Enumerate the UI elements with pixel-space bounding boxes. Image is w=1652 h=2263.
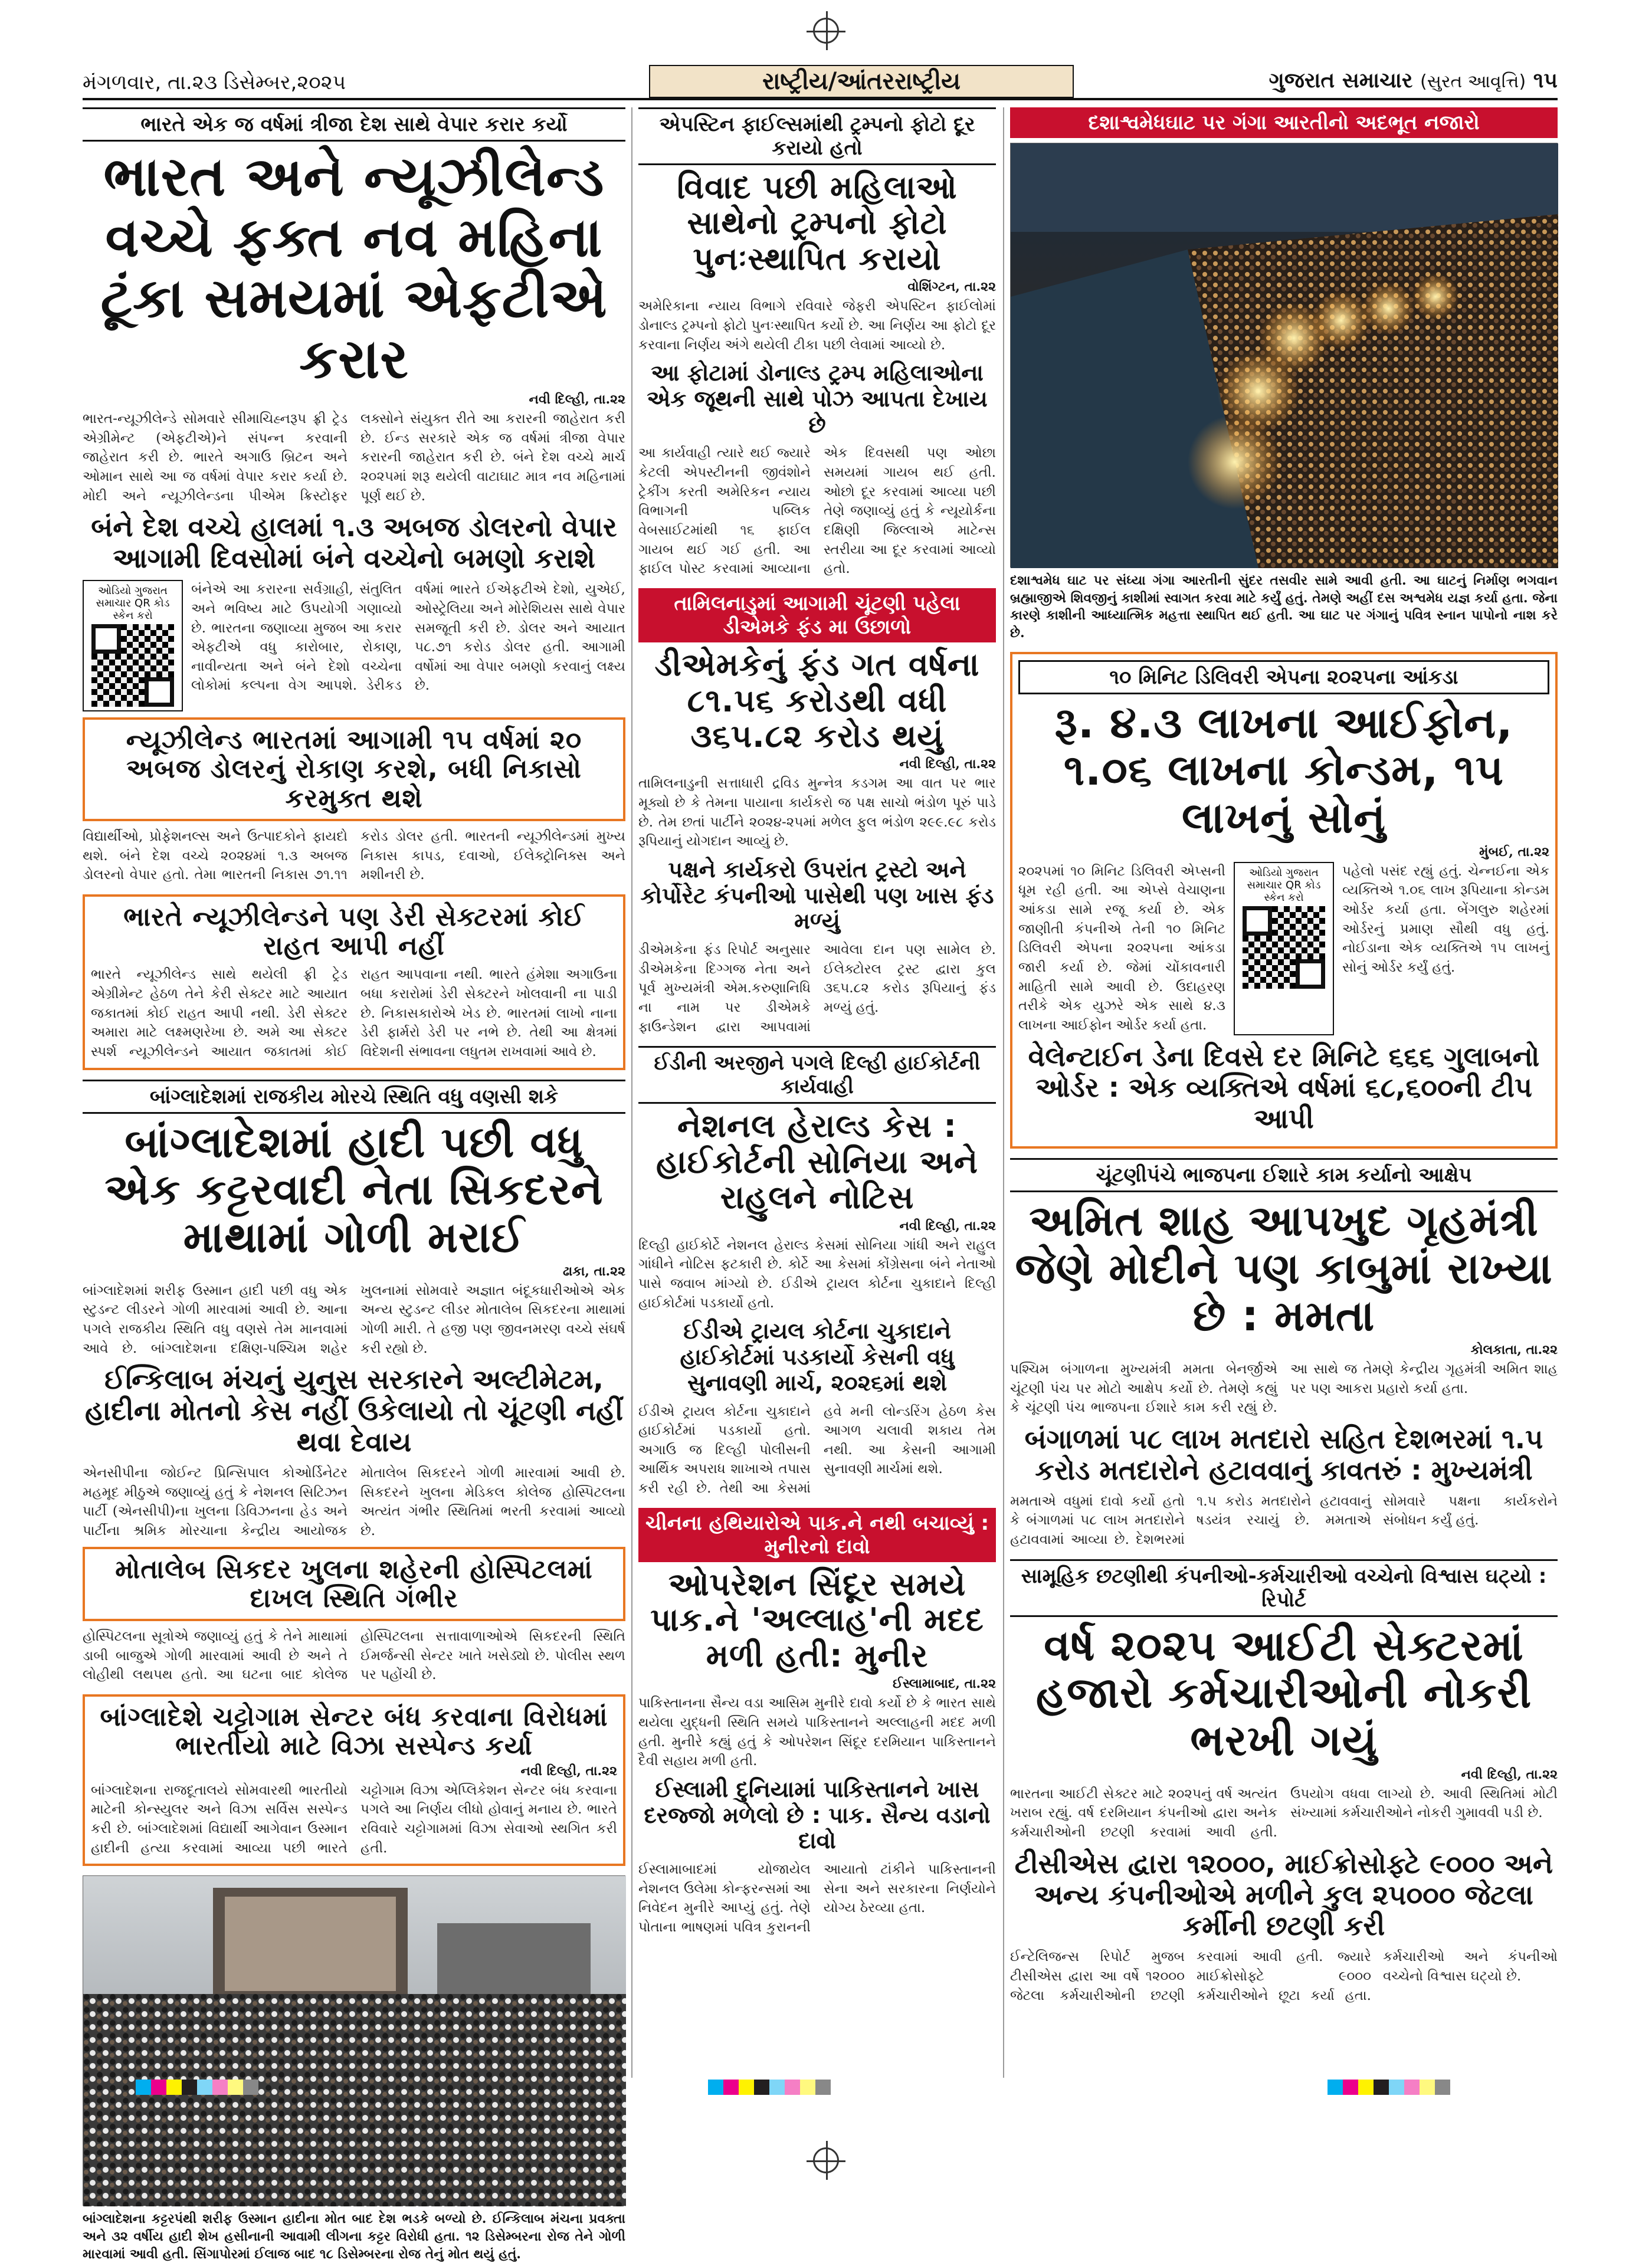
headline: બાંગ્લાદેશે ચટ્ટોગામ સેન્ટર બંધ કરવાના વિરોધમાં ભારતીયો માટે વિઝા સસ્પેન્ડ કર્યા: [100, 1702, 608, 1762]
kicker: બાંગ્લાદેશમાં રાજકીય મોરચે સ્થિતિ વધુ વણસી શકે: [83, 1080, 625, 1114]
kicker: ૧૦ મિનિટ ડિલિવરી એપના ૨૦૨૫ના આંકડા: [1018, 660, 1549, 694]
headline: ડીએમકેનું ફંડ ગત વર્ષના ૮૧.૫૬ કરોડથી વધી ૩૬૫.૮૨ કરોડ થયું: [654, 646, 980, 755]
story-body-2: આ કાર્યવાહી ત્યારે થઈ જ્યારે કેટલી એપસ્ટીનની જીવંશોને ટ્રેકીંગ કરતી અમેરિકન ન્યાય વિભાગની પબ્લિક વેબસાઈટમાંથી ૧૬ ફાઈલ ગાયબ થઈ ગઈ હતી. આ ફાઈલ પોસ્ટ કરવામાં આવ્યાના એક દિવસથી પણ ઓછા સમયમાં ગાયબ થઈ હતી. ઓછો દૂર કરવામાં આવ્યા પછી તેણે જણાવ્યું હતું કે ન્યૂયોર્કના દક્ષિણી જિલ્લાએ માટેન્સ સ્તરીયા આ દૂર કરવામાં આવ્યો હતો.: [638, 445, 996, 577]
story-body-2: ઈસ્લામાબાદમાં યોજાયેલ નેશનલ ઉલેમા કોન્ફરન્સમાં આ નિવેદન મુનીરે આપ્યું હતું. તેણે પોતાના ભાષણમાં પવિત્ર કુરાનની આયાતો ટાંકીને પાકિસ્તાનની સેના અને સરકારના નિર્ણયોને યોગ્ય ઠેરવ્યા હતા.: [638, 1861, 996, 1935]
headline: ભારતે ન્યૂઝીલેન્ડને પણ ડેરી સેક્ટરમાં કોઈ રાહત આપી નહીં: [123, 901, 585, 962]
dateline: નવી દિલ્હી, તા.૨૨: [520, 1763, 617, 1779]
dateline: ઈસ્લામાબાદ, તા.૨૨: [893, 1676, 996, 1692]
dateline: નવી દિલ્હી, તા.૨૨: [529, 392, 625, 408]
ganga-aarti-photo: [1010, 143, 1558, 568]
page-number: ૧૫: [1533, 68, 1558, 93]
story-body-3: હોસ્પિટલના સૂત્રોએ જણાવ્યું હતું કે તેને માથામાં ડાબી બાજુએ ગોળી મારવામાં આવી છે અને તે લોહીથી લથપથ હતો. આ ઘટના બાદ કોલેજ હોસ્પિટલના સત્તાવાળાઓએ સિકદરની સ્થિતિ ઈમર્જન્સી સેન્ટર ખાતે ખસેડ્યો છે. પોલીસ સ્થળ પર પહોંચી છે.: [83, 1629, 625, 1683]
subheadline: ઈસ્લામી દુનિયામાં પાકિસ્તાનને ખાસ દરજ્જો મળેલો છે : પાક. સૈન્ય વડાનો દાવો: [644, 1776, 991, 1854]
dateline: ઢાકા, તા.૨૨: [562, 1263, 625, 1279]
color-bar-center: [708, 2080, 831, 2095]
story-mamata: [1010, 1158, 1558, 1550]
dateline: નવી દિલ્હી, તા.૨૨: [899, 756, 996, 772]
story-dairy-sector: [83, 894, 625, 1070]
column-right: [1010, 107, 1558, 2078]
story-india-nz-fta: [83, 107, 625, 885]
crowd-photo-image: [83, 1876, 626, 2206]
registration-mark-top: [813, 18, 839, 44]
column-middle: [638, 107, 996, 2078]
headline: ઓપરેશન સિંદૂર સમયે પાક.ને 'અલ્લાહ'ની મદદ મળી હતી: મુનીર: [650, 1565, 984, 1674]
story-body: ભારતે ન્યૂઝીલેન્ડ સાથે થયેલી ફ્રી ટ્રેડ એગ્રીમેન્ટ હેઠળ તેને કેરી સેક્ટર માટે આયાત જકાતમાં કોઈ રાહત આપી નથી. ડેરી સેક્ટર અમારા માટે લક્ષ્મણરેખા છે. અમે આ સેક્ટર સ્પર્શ ન્યૂઝીલેન્ડને આયાત જકાતમાં કોઈ રાહત આપવાના નથી. ભારતે હંમેશા અગાઉના બધા કરારોમાં ડેરી સેક્ટરને ખોલવાની ના પાડી છે. નિકાસકારોએ ખેડ છે. ભારતમાં લાખો નાના ડેરી ફાર્મરો ડેરી પર નભે છે. તેથી આ ક્ષેત્રમાં વિદેશની સંભાવના લધુતમ રાખવામાં આવે છે.: [91, 967, 617, 1060]
story-body: દિલ્હી હાઈકોર્ટે નેશનલ હેરાલ્ડ કેસમાં સોનિયા ગાંધી અને રાહુલ ગાંધીને નોટિસ ફટકારી છે. કોર્ટે આ કેસમાં કોંગ્રેસના બંને નેતાઓ પાસે જવાબ માંગ્યો છે. ઈડીએ ટ્રાયલ કોર્ટના ચુકાદાને દિલ્હી હાઈકોર્ટમાં પડકાર્યો હતો.: [638, 1237, 996, 1311]
headline: નેશનલ હેરાલ્ડ કેસ : હાઈકોર્ટની સોનિયા અને રાહુલને નોટિસ: [656, 1107, 978, 1216]
story-munir: [638, 1508, 996, 1937]
photo-bangladesh-crowd: [83, 1875, 625, 2263]
inset-box: [83, 717, 625, 821]
issue-date: મંગળવાર, તા.૨૩ ડિસેમ્બર,૨૦૨૫: [83, 71, 346, 94]
edition-name: (સુરત આવૃત્તિ): [1420, 71, 1526, 92]
story-body: પશ્ચિમ બંગાળના મુખ્યમંત્રી મમતા બેનર્જીએ ચૂંટણી પંચ પર મોટો આક્ષેપ કર્યો છે. તેમણે કહ્યું કે ચૂંટણી પંચ ભાજપના ઈશારે કામ કરી રહ્યું છે. આ સાથે જ તેમણે કેન્દ્રીય ગૃહમંત્રી અમિત શાહ પર પણ આકરા પ્રહારો કર્યા હતા.: [1010, 1362, 1558, 1416]
qr-label: ઓડિયો ગુજરાત સમાચાર QR કોડ સ્કેન કરો: [96, 585, 170, 622]
qr-code-icon: [1243, 906, 1325, 989]
color-bar-left: [136, 2080, 258, 2095]
story-body-2: ઈડીએ ટ્રાયલ કોર્ટના ચુકાદાને હાઈકોર્ટમાં પડકાર્યો હતો. અગાઉ જ દિલ્હી પોલીસની આર્થિક અપરાધ શાખાએ તપાસ કરી રહી છે. તેથી આ કેસમાં હવે મની લોન્ડરિંગ હેઠળ કેસ આગળ ચલાવી શકાય તેમ નથી. આ કેસની આગામી સુનાવણી માર્ચમાં થશે.: [638, 1403, 996, 1497]
story-body: તામિલનાડુની સત્તાધારી દ્રવિડ મુન્નેત્ર કડગમ આ વાત પર ભાર મૂક્યો છે કે તેમના પાયાના કાર્યકરો જ પક્ષ સાચો ભંડોળ પૂરું પાડે છે. તેમ છતાં પાર્ટીને ૨૦૨૪-૨૫માં મળેલ ફુલ ભંડોળ ૨૯૯.૯૮ કરોડ રૂપિયાનું યોગદાન આવ્યું છે.: [638, 776, 996, 850]
subheadline: ઈન્કિલાબ મંચનું યુનુસ સરકારને અલ્ટીમેટમ, હાદીના મોતનો કેસ નહીં ઉકેલાયો તો ચૂંટણી નહીં થવા દેવાય: [84, 1363, 624, 1458]
kicker: ભારતે એક જ વર્ષમાં ત્રીજા દેશ સાથે વેપાર કરાર કર્યો: [83, 107, 625, 142]
registration-mark-bottom: [813, 2147, 839, 2173]
story-dmk-fund: [638, 588, 996, 1037]
masthead: [1269, 68, 1558, 93]
story-it-layoffs: [1010, 1559, 1558, 2005]
story-body-2: એનસીપીના જોઈન્ટ પ્રિન્સિપાલ કોઓર્ડિનેટર મહમૂદ મીઠુએ જણાવ્યું હતું કે નેશનલ સિટિઝન પાર્ટી (એનસીપી)ના ખુલના ડિવિઝનના હેડ અને પાર્ટીના શ્રમિક મોરચાના કેન્દ્રીય આયોજક મોતાલેબ સિકદરને ગોળી મારવામાં આવી છે. સિકદરને ખુલના મેડિકલ કોલેજ હોસ્પિટલના અત્યંત ગંભીર સ્થિતિમાં ભરતી કરવામાં આવ્યો છે.: [83, 1465, 625, 1539]
story-body: પાકિસ્તાનના સૈન્ય વડા આસિમ મુનીરે દાવો કર્યો છે કે ભારત સાથે થયેલા યુદ્ધની સ્થિતિ સમયે પાકિસ્તાનને અલ્લાહની મદદ મળી હતી. મુનીરે કહ્યું હતું કે ઓપરેશન સિંદૂર દરમિયાન પાકિસ્તાનને દૈવી સહાય મળી હતી.: [638, 1695, 996, 1769]
headline: ભારત અને ન્યૂઝીલેન્ડ વચ્ચે ફક્ત નવ મહિના ટૂંકા સમયમાં એફટીએ કરાર: [100, 145, 608, 391]
headline: બાંગ્લાદેશમાં હાદી પછી વધુ એક કટ્ટરવાદી નેતા સિકદરને માથામાં ગોળી મરાઈ: [104, 1117, 604, 1262]
section-title: રાષ્ટ્રીય/આંતરરાષ્ટ્રીય: [649, 65, 1074, 98]
story-body: ભારતના આઈટી સેક્ટર માટે ૨૦૨૫નું વર્ષ અત્યંત ખરાબ રહ્યું. વર્ષ દરમિયાન કંપનીઓ દ્વારા અનેક કર્મચારીઓની છટણી કરવામાં આવી હતી. ઉપયોગ વધવા લાગ્યો છે. આવી સ્થિતિમાં મોટી સંખ્યામાં કર્મચારીઓને નોકરી ગુમાવવી પડી છે.: [1010, 1786, 1558, 1840]
kicker: તામિલનાડુમાં આગામી ચૂંટણી પહેલા ડીએમકે ફંડ મા ઉછાળો: [638, 588, 996, 642]
kicker: ચૂંટણીપંચે ભાજપના ઈશારે કામ કર્યાનો આક્ષેપ: [1010, 1158, 1558, 1192]
column-left: [83, 107, 625, 2262]
kicker: સામૂહિક છટણીથી કંપનીઓ-કર્મચારીઓ વચ્ચેનો વિશ્વાસ ઘટ્યો : રિપોર્ટ: [1010, 1559, 1558, 1617]
headline: વર્ષ ૨૦૨૫ આઈટી સેક્ટરમાં હજારો કર્મચારીઓની નોકરી ભરખી ગયું: [1035, 1620, 1532, 1766]
kicker: ઈડીની અરજીને પગલે દિલ્હી હાઈકોર્ટની કાર્યવાહી: [638, 1046, 996, 1104]
subheadline: ઈડીએ ટ્રાયલ કોર્ટના ચુકાદાને હાઈકોર્ટમાં પડકાર્યો કેસની વધુ સુનાવણી માર્ચ, ૨૦૨૬માં થશે: [680, 1318, 955, 1396]
qr-code-icon: [91, 624, 174, 707]
story-body: બાંગ્લાદેશમાં શરીફ ઉસ્માન હાદી પછી વધુ એક સ્ટુડન્ટ લીડરને ગોળી મારવામાં આવી છે. આના પગલે રાજકીય સ્થિતિ વધુ વણસે તેમ માનવામાં આવે છે. બાંગ્લાદેશના દક્ષિણ-પશ્ચિમ શહેર ખુલનામાં સોમવારે અજ્ઞાત બંદૂકધારીઓએ એક અન્ય સ્ટુડન્ટ લીડર મોતાલેબ સિકદરના માથામાં ગોળી મારી. તે હજી પણ જીવનમરણ વચ્ચે સંઘર્ષ કરી રહ્યો છે.: [83, 1283, 625, 1356]
photo-caption: દશાશ્વમેધ ઘાટ પર સંધ્યા ગંગા આરતીની સુંદર તસવીર સામે આવી હતી. આ ઘાટનું નિર્માણ ભગવાન બ્રહ્માજીએ શિવજીનું કાશીમાં સ્વાગત કરવા માટે કર્યું હતું. તેમણે અહીં દસ અશ્વમેધ યજ્ઞ કર્યા હતા. જેના કારણે કાશીની આધ્યાત્મિક મહત્તા સ્થાપિત થઈ હતી. આ ઘાટ પર ગંગાનું પવિત્ર સ્નાન પાપોનો નાશ કરે છે.: [1010, 573, 1558, 641]
story-bangladesh-visa: [83, 1694, 625, 1866]
subheadline: પક્ષને કાર્યકરો ઉપરાંત ટ્રસ્ટો અને કોર્પોરેટ કંપનીઓ પાસેથી પણ ખાસ ફંડ મળ્યું: [640, 857, 994, 934]
inset-headline: મોતાલેબ સિકદર ખુલના શહેરની હોસ્પિટલમાં દાખલ સ્થિતિ ગંભીર: [115, 1554, 593, 1613]
page-header: [83, 65, 1558, 100]
story-body-3: વિદ્યાર્થીઓ, પ્રોફેશનલ્સ અને ઉત્પાદકોને ફાયદો થશે. બંને દેશ વચ્ચે ૨૦૨૪માં ૧.૩ અબજ ડોલરનો વેપાર હતો. તેમા ભારતની નિકાસ ૭૧.૧૧ કરોડ ડોલર હતી. ભારતની ન્યૂઝીલેન્ડમાં મુખ્ય નિકાસ કાપડ, દવાઓ, ઈલેક્ટ્રોનિક્સ અને મશીનરી છે.: [83, 828, 625, 883]
qr-label: ઓડિયો ગુજરાત સમાચાર QR કોડ સ્કેન કરો: [1247, 866, 1321, 904]
ganga-aarti-image: [1011, 143, 1558, 568]
photo-ganga-aarti: [1010, 107, 1558, 642]
inset-box: [83, 1547, 625, 1622]
headline: વિવાદ પછી મહિલાઓ સાથેનો ટ્રમ્પનો ફોટો પુનઃસ્થાપિત કરાયો: [677, 169, 958, 277]
photo-kicker: દશાશ્વમેધઘાટ પર ગંગા આરતીનો અદભૂત નજારો: [1010, 107, 1558, 138]
inset-headline: ન્યૂઝીલેન્ડ ભારતમાં આગામી ૧૫ વર્ષમાં ૨૦ અબજ ડોલરનું રોકાણ કરશે, બધી નિકાસો કરમુક્ત થશે: [126, 725, 582, 814]
story-body: ભારત-ન્યૂઝીલેન્ડે સોમવારે સીમાચિહ્નરૂપ ફ્રી ટ્રેડ એગ્રીમેન્ટ (એફટીએ)ને સંપન્ન કરવાની જાહેરાત કરી છે. ભારતે અગાઉ બ્રિટન અને ઓમાન સાથે આ જ વર્ષમાં વેપાર કરાર કર્યા છે. મોદી અને ન્યૂઝીલેન્ડના પીએમ ક્રિસ્ટોફર લક્સોને સંયુક્ત રીતે આ કરારની જાહેરાત કરી છે. ઈન્ડ સરકારે એક જ વર્ષમાં ત્રીજા વેપાર કરારની જાહેરાત કરી છે. બંને દેશ વચ્ચે માર્ચ ૨૦૨૫માં શરૂ થયેલી વાટાઘાટ માત્ર નવ મહિનામાં પૂર્ણ થઈ છે.: [83, 411, 625, 504]
story-bangladesh-sikdar: [83, 1080, 625, 1685]
dateline: મુંબઈ, તા.૨૨: [1479, 844, 1549, 860]
story-trump-photo: [638, 107, 996, 579]
headline: અમિત શાહ આપખુદ ગૃહમંત્રી જેણે મોદીને પણ કાબુમાં રાખ્યા છે : મમતા: [1015, 1196, 1553, 1341]
crowd-photo: [83, 1875, 625, 2206]
qr-code[interactable]: [83, 580, 183, 711]
dateline: વોશિંગ્ટન, તા.૨૨: [907, 279, 996, 295]
dateline: નવી દિલ્હી, તા.૨૨: [899, 1218, 996, 1234]
subheadline: બંને દેશ વચ્ચે હાલમાં ૧.૩ અબજ ડોલરનો વેપાર આગામી દિવસોમાં બંને વચ્ચેનો બમણો કરાશે: [91, 511, 617, 575]
story-national-herald: [638, 1046, 996, 1498]
story-body-2: મમતાએ વધુમાં દાવો કર્યો હતો કે બંગાળમાં ૫૮ લાખ મતદારોને હટાવવામાં આવ્યા છે. દેશભરમાં ૧.૫ કરોડ મતદારોને હટાવવાનું ષડયંત્ર રચાયું છે. મમતાએ સોમવારે પક્ષના કાર્યકરોને સંબોધન કર્યું હતું.: [1010, 1493, 1558, 1548]
subheadline: બંગાળમાં ૫૮ લાખ મતદારો સહિત દેશભરમાં ૧.૫ કરોડ મતદારોને હટાવવાનું કાવતરું : મુખ્યમંત્રી: [1024, 1423, 1543, 1486]
column-rule-1: [631, 107, 632, 2078]
photo-caption: બાંગ્લાદેશના કટ્ટરપંથી શરીફ ઉસ્માન હાદીના મોત બાદ દેશ ભડકે બળ્યો છે. ઈન્કિલાબ મંચના પ્રવક્તા અને ૩૨ વર્ષીય હાદી શેખ હસીનાની આવામી લીગના કટ્ટર વિરોધી હતા. ૧૨ ડિસેમ્બરના રોજ તેને ગોળી મારવામાં આવી હતી. સિંગાપોરમાં ઈલાજ બાદ ૧૮ ડિસેમ્બરના રોજ તેનું મોત થયું હતું.: [83, 2211, 625, 2262]
dateline: નવી દિલ્હી, તા.૨૨: [1461, 1766, 1558, 1782]
story-delivery-app: [1010, 652, 1558, 1149]
qr-code[interactable]: [1234, 862, 1334, 1035]
story-body: ૨૦૨૫માં ૧૦ મિનિટ ડિલિવરી એપ્સની ધૂમ રહી હતી. આ એપ્સે વેચાણના આંકડા સામે રજૂ કર્યા છે. એક જાણીતી કંપનીએ તેની ૧૦ મિનિટ ડિલિવરી એપના ૨૦૨૫ના આંકડા જારી કર્યા છે. જેમાં ચોંકાવનારી માહિતી સામે આવી છે. ઉદાહરણ તરીકે એક યુઝરે એક સાથે ૪.૩ લાખના આઈફોન ઓર્ડર કર્યા હતા.: [1018, 863, 1225, 1033]
story-body-2: ઈન્ટેલિજન્સ રિપોર્ટ મુજબ ટીસીએસ દ્વારા આ વર્ષે ૧૨૦૦૦ જેટલા કર્મચારીઓની છટણી કરવામાં આવી હતી. જ્યારે માઈક્રોસોફ્ટે ૯૦૦૦ કર્મચારીઓને છૂટા કર્યા હતા. કર્મચારીઓ અને કંપનીઓ વચ્ચેનો વિશ્વાસ ઘટ્યો છે.: [1010, 1949, 1558, 2003]
story-body-2: ડીએમકેના ફંડ રિપોર્ટ અનુસાર ડીએમકેના દિગ્ગજ નેતા અને પૂર્વ મુખ્યમંત્રી એમ.કરુણાનિધિ ના નામ પર ડીએમકે ફાઉન્ડેશન દ્વારા આપવામાં આવેલા દાન પણ સામેલ છે. ઈલેક્ટોરલ ટ્રસ્ટ દ્વારા કુલ ૩૬૫.૮૨ કરોડ રૂપિયાનું ફંડ મળ્યું હતું.: [638, 942, 996, 1035]
subheadline: ટીસીએસ દ્વારા ૧૨૦૦૦, માઈક્રોસોફ્ટે ૯૦૦૦ અને અન્ય કંપનીઓએ મળીને કુલ ૨૫૦૦૦ જેટલા કર્મીની છટણી કરી: [1014, 1847, 1553, 1942]
subheadline: વેલેન્ટાઈન ડેના દિવસે દર મિનિટે ૬૬૬ ગુલાબનો ઓર્ડર : એક વ્યક્તિએ વર્ષમાં ૬૮,૬૦૦ની ટીપ આપી: [1028, 1040, 1540, 1135]
story-body-2: પહેલો પસંદ રહ્યું હતું. ચેન્નઈના એક વ્યક્તિએ ૧.૦૬ લાખ રૂપિયાના કોન્ડમ ઓર્ડર કર્યા હતા. બેંગલુરુ શહેરમાં ઓર્ડરનું પ્રમાણ સૌથી વધુ હતું. નોઈડાના એક વ્યક્તિએ ૧૫ લાખનું સોનું ઓર્ડર કર્યું હતું.: [1342, 863, 1549, 975]
kicker: ચીનના હથિયારોએ પાક.ને નથી બચાવ્યું : મુનીરનો દાવો: [638, 1508, 996, 1562]
kicker: એપસ્ટિન ફાઈલ્સમાંથી ટ્રમ્પનો ફોટો દૂર કરાયો હતો: [638, 107, 996, 165]
color-bar-right: [1328, 2080, 1450, 2095]
dateline: કોલકાતા, તા.૨૨: [1470, 1342, 1558, 1358]
paper-name: ગુજરાત સમાચાર: [1268, 68, 1413, 93]
story-body-2: બંનેએ આ કરારના સર્વગ્રાહી, સંતુલિત અને ભવિષ્ય માટે ઉપયોગી ગણાવ્યો છે. ભારતના જણાવ્યા મુજબ આ કરાર એફટીએ વધુ કારોબાર, રોકાણ, નાવીન્યતા અને બંને દેશો વચ્ચેના લોકોમાં કલ્પના વેગ આપશે. ડેરીકડ વર્ષમાં ભારતે ઈએફટીએ દેશો, યુએઈ, ઓસ્ટ્રેલિયા અને મોરેશિયસ સાથે વેપાર સમજૂતી કરી છે. ડોલર અને આયાત ૫૮.૭૧ કરોડ ડોલર હતી. આગામી વર્ષોમાં આ વેપાર બમણો કરવાનું લક્ષ્ય છે.: [191, 582, 625, 694]
column-rule-2: [1003, 107, 1004, 2078]
headline: રૂ. ૪.૩ લાખના આઈફોન, ૧.૦૬ લાખના કોન્ડમ, ૧૫ લાખનું સોનું: [1054, 697, 1513, 842]
subheadline: આ ફોટામાં ડોનાલ્ડ ટ્રમ્પ મહિલાઓના એક જૂથની સાથે પોઝ આપતા દેખાય છે: [647, 360, 988, 438]
story-body: અમેરિકાના ન્યાય વિભાગે રવિવારે જેફરી એપસ્ટિન ફાઈલોમાં ડોનાલ્ડ ટ્રમ્પનો ફોટો પુનઃસ્થાપિત કર્યો છે. આ નિર્ણય આ ફોટો દૂર કરવાના નિર્ણય અંગે થયેલી ટીકા પછી લેવામાં આવ્યો છે.: [638, 299, 996, 353]
story-body: બાંગ્લાદેશના રાજદૂતાલયે સોમવારથી ભારતીયો માટેની કોન્સ્યુલર અને વિઝા સર્વિસ સસ્પેન્ડ કરી છે. બાંગ્લાદેશમાં વિદ્યાર્થી આગેવાન ઉસ્માન હાદીની હત્યા કરવામાં આવ્યા પછી ભારતે ચટ્ટોગામ વિઝા એપ્લિકેશન સેન્ટર બંધ કરવાના પગલે આ નિર્ણય લીધો હોવાનું મનાય છે. ભારતે રવિવારે ચટ્ટોગામમાં વિઝા સેવાઓ સ્થગિત કરી હતી.: [91, 1782, 617, 1856]
